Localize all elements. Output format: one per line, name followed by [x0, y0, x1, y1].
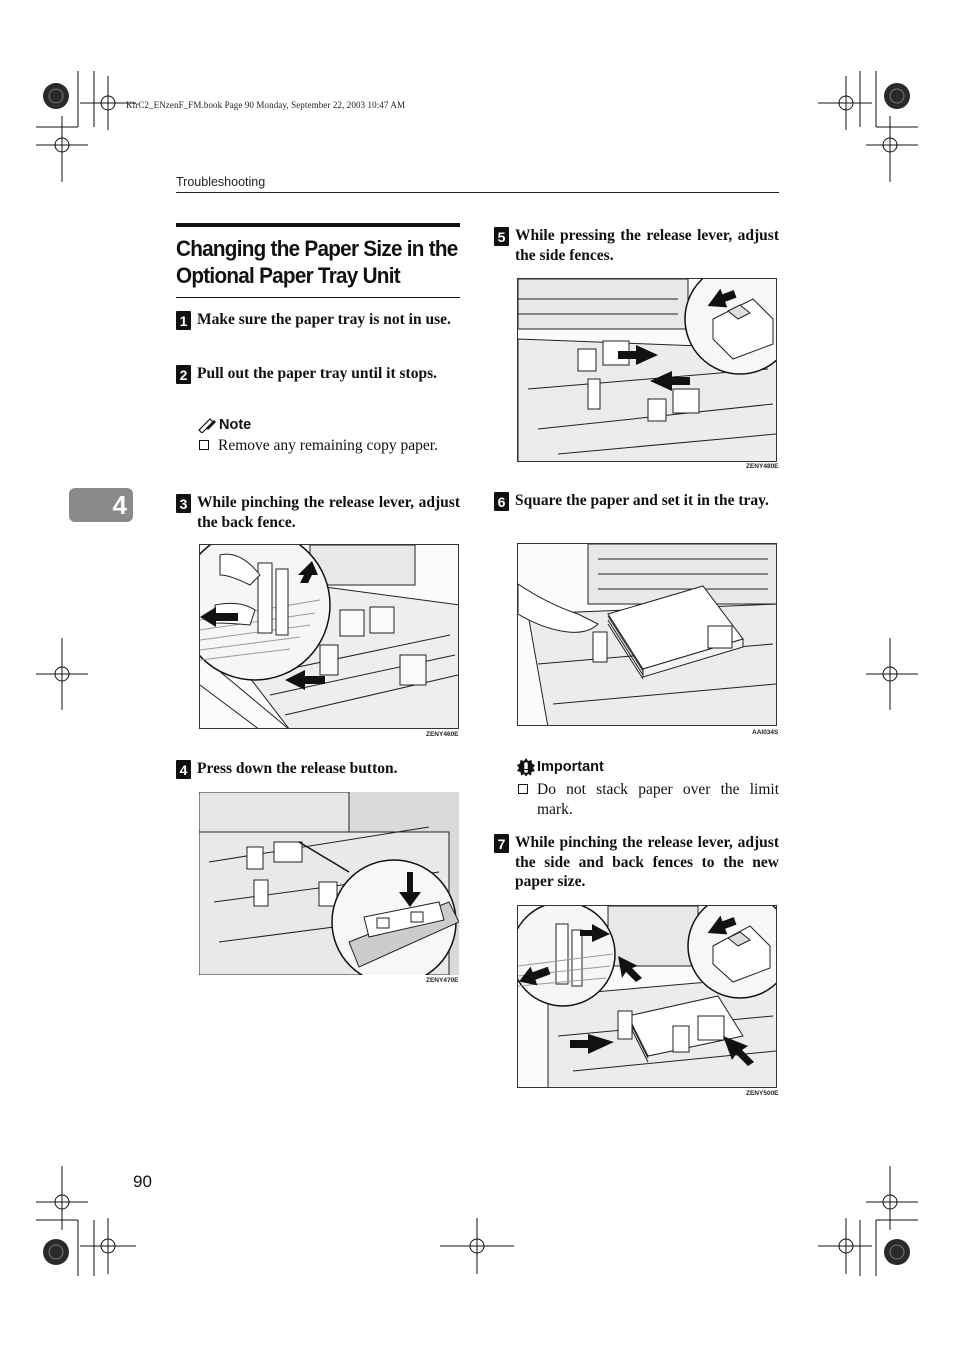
important-heading: [516, 757, 779, 777]
step-number: 5: [494, 227, 509, 246]
step-4: [176, 759, 460, 779]
figure-back-fence: [199, 544, 459, 729]
section-title-block: [176, 223, 460, 298]
note-heading: [197, 416, 460, 433]
title-bottom-rule: [176, 297, 460, 298]
note-label: Note: [219, 416, 252, 433]
step-1: [176, 310, 460, 330]
tray-back-fence-illustration: [200, 545, 459, 729]
note-item: [197, 436, 460, 456]
step-number: 4: [176, 760, 191, 779]
step-7: [494, 833, 779, 892]
step-3: [176, 493, 460, 532]
tray-side-fences-illustration: [518, 279, 777, 462]
title-top-bar: [176, 223, 460, 227]
checkbox-bullet-icon: [199, 440, 209, 450]
important-badge-icon: [516, 757, 536, 777]
page-number: 90: [133, 1172, 152, 1191]
step-5: [494, 226, 779, 265]
figure-release-button: [199, 792, 459, 975]
figure-new-paper-size: [517, 905, 777, 1088]
tray-paper-stack-illustration: [518, 544, 777, 726]
note-box: [197, 416, 460, 456]
checkbox-bullet-icon: [518, 784, 528, 794]
tray-release-button-illustration: [199, 792, 459, 975]
tray-adjust-fences-illustration: [518, 906, 777, 1088]
step-text: While pressing the release lever, adjust the side fences.: [515, 227, 779, 264]
step-text: While pinching the release lever, adjust the side and back fences to the new paper size.: [515, 834, 779, 890]
important-label: Important: [537, 759, 604, 775]
step-text: Square the paper and set it in the tray.: [515, 492, 769, 509]
section-title: Changing the Paper Size in the Optional Paper Tray Unit: [176, 236, 458, 288]
step-text: While pinching the release lever, adjust the back fence.: [197, 494, 460, 531]
figure-code: ZENY460E: [426, 731, 459, 738]
step-text: Pull out the paper tray until it stops.: [197, 365, 437, 382]
figure-code: AAI034S: [752, 729, 779, 736]
step-number: 1: [176, 311, 191, 330]
step-number: 2: [176, 365, 191, 384]
chapter-tab: 4: [69, 488, 133, 522]
header-rule: [176, 192, 779, 193]
note-item-text: Remove any remaining copy paper.: [218, 437, 438, 454]
figure-set-paper: [517, 543, 777, 726]
figure-code: ZENY480E: [746, 463, 779, 470]
figure-code: ZENY470E: [426, 977, 459, 984]
step-number: 6: [494, 492, 509, 511]
pencil-icon: [197, 416, 217, 433]
important-box: [516, 757, 779, 819]
step-2: [176, 364, 460, 384]
important-item-text: Do not stack paper over the limit mark.: [537, 781, 779, 818]
step-6: [494, 491, 779, 511]
step-text: Make sure the paper tray is not in use.: [197, 311, 451, 328]
print-info: KirC2_ENzenF_FM.book Page 90 Monday, September 22, 2003 10:47 AM: [126, 100, 406, 110]
figure-code: ZENY500E: [746, 1090, 779, 1097]
running-header: Troubleshooting: [176, 175, 266, 189]
important-item: [516, 780, 779, 819]
step-text: Press down the release button.: [197, 760, 398, 777]
step-number: 7: [494, 834, 509, 853]
figure-side-fences: [517, 278, 777, 462]
step-number: 3: [176, 494, 191, 513]
